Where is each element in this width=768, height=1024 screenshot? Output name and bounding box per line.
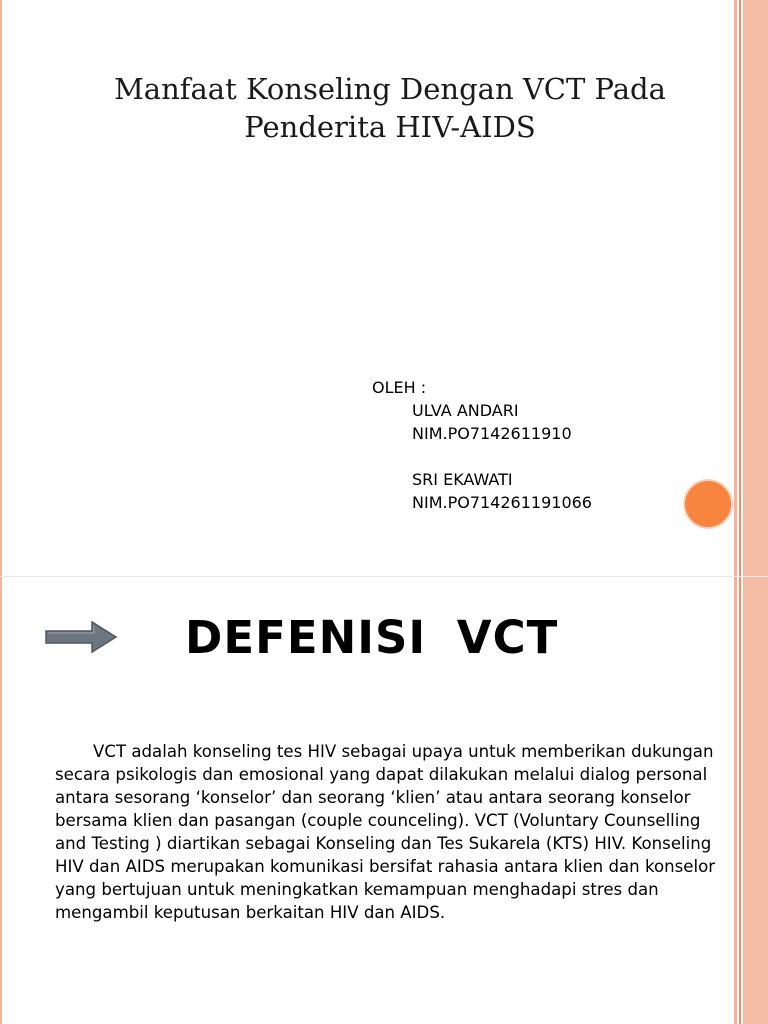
authors-block: [372, 376, 592, 514]
author-1-name: ULVA ANDARI: [412, 401, 519, 420]
title-line-2: Penderita HIV-AIDS: [244, 110, 536, 144]
definition-slide: [0, 577, 768, 1024]
left-border-line: [0, 0, 2, 576]
right-decorative-stripes: [734, 0, 768, 576]
author-2-name: SRI EKAWATI: [412, 470, 513, 489]
left-border-line: [0, 577, 2, 1024]
author-2-nim: NIM.PO714261191066: [412, 493, 592, 512]
orange-circle-decoration: [685, 481, 731, 527]
slide-title: [60, 70, 720, 146]
definition-heading: DEFENISI VCT: [185, 611, 559, 664]
right-decorative-stripes: [734, 577, 768, 1024]
author-1-nim: NIM.PO7142611910: [412, 424, 572, 443]
by-label: OLEH :: [372, 378, 427, 397]
right-arrow-icon: [44, 619, 118, 655]
definition-body: VCT adalah konseling tes HIV sebagai upaya untuk memberikan dukungan secara psikologis dan emosional yang dapat dilakukan melalui dialog personal antara sesorang ‘konselor’ dan seorang ‘klien’ atau antara seorang konselor bersama klien dan pasangan (couple counceling). VCT (Voluntary Counselling and Testing ) diartikan sebagai Konseling dan Tes Sukarela (KTS) HIV. Konseling HIV dan AIDS merupakan komunikasi bersifat rahasia antara klien dan konselor yang bertujuan untuk meningkatkan kemampuan menghadapi stres dan mengambil keputusan berkaitan HIV dan AIDS.: [55, 742, 716, 922]
title-line-1: Manfaat Konseling Dengan VCT Pada: [114, 72, 666, 106]
